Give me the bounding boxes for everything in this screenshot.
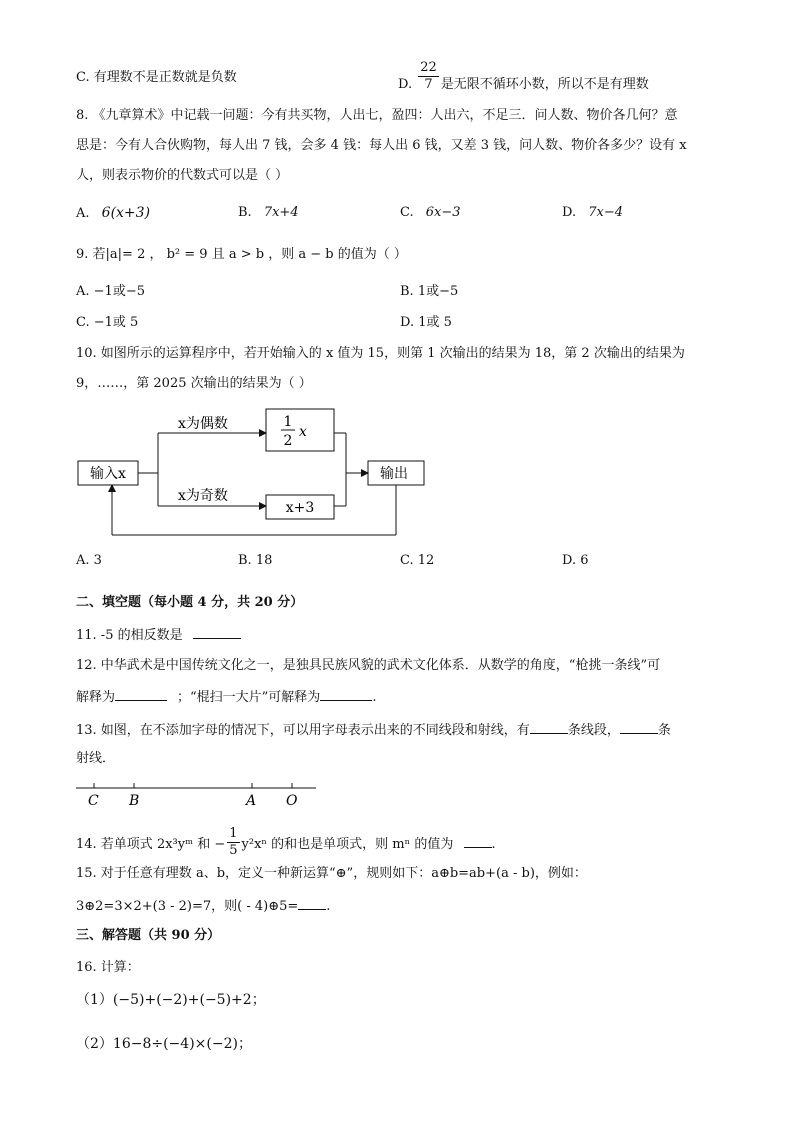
section-3-title: 三、解答题（共 90 分） [76, 928, 221, 943]
q7-option-c: C. 有理数不是正数就是负数 [76, 70, 237, 85]
q13-line-figure [74, 776, 319, 810]
q11 [76, 624, 241, 646]
q13-line-1-end: 条 [657, 723, 671, 738]
point-label-a: A [246, 793, 257, 809]
q16-part-2: （2）16−8÷(−4)×(−2)； [76, 1036, 252, 1052]
q9-option-b: B. 1或−5 [400, 284, 459, 299]
q8-option-d-label: D. [562, 205, 577, 220]
q8-option-b [238, 203, 299, 223]
q8-option-c-label: C. [400, 205, 414, 220]
point-label-b: B [129, 793, 140, 809]
even-label: x为偶数 [178, 416, 228, 432]
q8-option-c [400, 203, 461, 223]
q8-option-c-expr: 6x−3 [425, 205, 461, 220]
q15-line-1: 15. 对于任意有理数 a、b，定义一种新运算“⊕”，规则如下：a⊕b=ab+(a - b)，例如： [76, 866, 587, 881]
q9-option-a: A. −1或−5 [76, 284, 145, 299]
q12-line-1: 12. 中华武术是中国传统文化之一，是独具民族风貌的武术文化体系．从数学的角度，“枪挑一条线”可 [76, 658, 661, 673]
q15-answer-blank[interactable] [298, 895, 326, 910]
point-label-c: C [88, 793, 99, 809]
q13-line-1-middle: 条线段， [567, 723, 620, 738]
q10-option-a: A. 3 [76, 553, 102, 568]
q13-answer-blank-1[interactable] [530, 719, 568, 734]
odd-label: x为奇数 [178, 488, 228, 504]
half-denominator: 2 [283, 433, 293, 449]
q11-text: 11. -5 的相反数是 [76, 628, 183, 643]
q8-line-3: 人，则表示物价的代数式可以是（ ） [76, 168, 289, 183]
q10-line-2: 9，……，第 2025 次输出的结果为（ ） [76, 376, 312, 391]
q16-part-1: （1）(−5)+(−2)+(−5)+2； [76, 992, 266, 1008]
q10-option-c: C. 12 [400, 553, 435, 568]
q12-answer-blank-2[interactable] [320, 686, 372, 701]
q13-line-1-start: 13. 如图，在不添加字母的情况下，可以用字母表示出来的不同线段和射线，有 [76, 723, 530, 738]
q7-option-d-text: 是无限不循环小数，所以不是有理数 [440, 77, 649, 92]
q15-end-period: . [326, 899, 331, 914]
q9-stem: 9. 若|a|= 2 ， b² = 9 且 a > b ，则 a − b 的值为（ ） [76, 247, 407, 262]
q8-option-d-expr: 7x−4 [588, 205, 624, 220]
point-label-o: O [286, 793, 298, 809]
q8-option-b-label: B. [238, 205, 252, 220]
q8-line-1: 8. 《九章算术》中记载一问题：今有共买物，人出七，盈四：人出六，不足三．问人数、物价各几何？意 [76, 108, 678, 123]
q12-line-2-middle: ；“棍扫一大片”可解释为 [177, 690, 321, 705]
q12-line-2-end: . [372, 690, 377, 705]
fraction-numerator: 22 [420, 60, 437, 75]
q8-line-2: 思是：今有人合伙购物，每人出 7 钱，会多 4 钱：每人出 6 钱，又差 3 钱，问人数、物价各多少？设有 x [76, 138, 687, 153]
q8-option-a-label: A. [76, 206, 90, 221]
half-numerator: 1 [283, 414, 293, 430]
q7-option-d-label: D. [398, 77, 413, 92]
output-box-label: 输出 [380, 466, 408, 482]
q10-flowchart [70, 400, 440, 545]
q14-answer-blank[interactable] [464, 833, 492, 848]
q8-option-b-expr: 7x+4 [263, 205, 299, 220]
fraction-denominator: 7 [424, 77, 433, 92]
fraction-22-7 [418, 60, 439, 93]
q10-option-b: B. 18 [238, 553, 273, 568]
q14-text-end: y²xⁿ 的和也是单项式，则 mⁿ 的值为 [241, 837, 454, 852]
q12-line-2 [76, 686, 376, 708]
q14-end-period: . [491, 837, 496, 852]
q13-line-2: 射线． [76, 751, 116, 766]
q8-option-a [76, 203, 150, 224]
q9-option-c: C. −1或 5 [76, 315, 139, 330]
q13-line-1 [76, 719, 671, 741]
plus-three-label: x+3 [285, 500, 315, 516]
q14 [76, 828, 496, 861]
fraction-denominator: 5 [229, 843, 238, 858]
q10-line-1: 10. 如图所示的运算程序中，若开始输入的 x 值为 15，则第 1 次输出的结果为 18，第 2 次输出的结果为 [76, 346, 685, 361]
fraction-numerator: 1 [229, 826, 238, 841]
q13-answer-blank-2[interactable] [620, 719, 658, 734]
half-variable: x [299, 424, 307, 440]
q14-text-start: 14. 若单项式 2x³yᵐ 和 − [76, 837, 226, 852]
q7-option-d [398, 60, 649, 101]
q15-line-2-text: 3⊕2=3×2+(3 - 2)=7，则( - 4)⊕5= [76, 899, 299, 914]
q11-answer-blank[interactable] [193, 624, 241, 639]
fraction-1-5 [227, 826, 239, 859]
q12-answer-blank-1[interactable] [115, 686, 167, 701]
q15-line-2 [76, 895, 330, 917]
q16-stem: 16. 计算： [76, 960, 140, 975]
q9-option-d: D. 1或 5 [400, 315, 452, 330]
q8-option-d [562, 203, 623, 223]
q12-line-2-start: 解释为 [76, 690, 116, 705]
input-box-label: 输入x [90, 466, 126, 482]
section-2-title: 二、填空题（每小题 4 分，共 20 分） [76, 595, 304, 610]
q10-option-d: D. 6 [562, 553, 589, 568]
q8-option-a-expr: 6(x+3) [101, 205, 151, 221]
